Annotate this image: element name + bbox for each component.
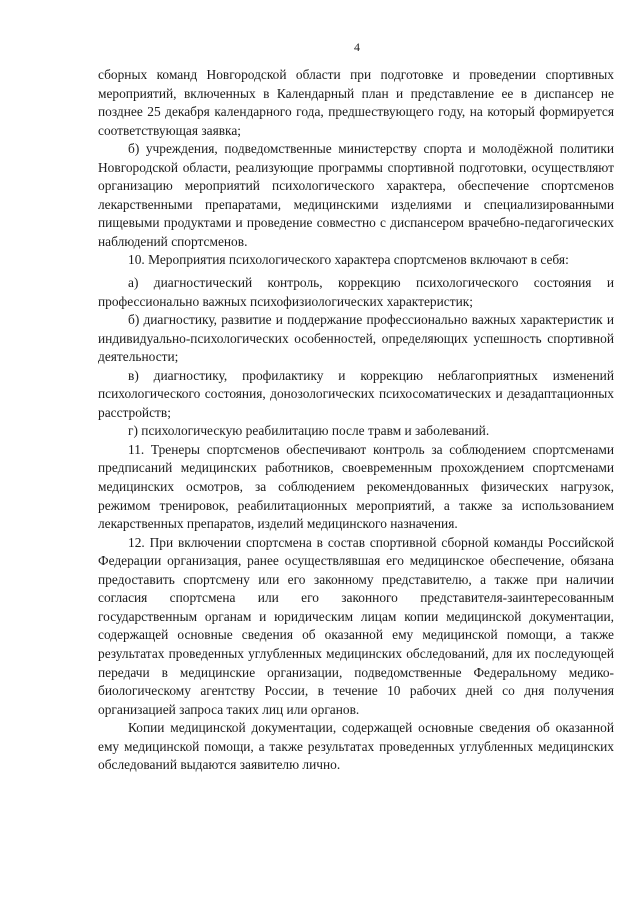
paragraph-11: 11. Тренеры спортсменов обеспечивают контроль за соблюдением спортсменами предписаний медицинских работников, своевременным прохождением спортсменами медицинских осмотров, за соблюдением рекомендованных физических нагрузок, режимом тренировок, реабилитационных мероприятий, а также за использованием лекарственных препаратов, изделий медицинского назначения. — [98, 441, 614, 532]
paragraph-12: 12. При включении спортсмена в состав спортивной сборной команды Российской Федерации организация, ранее осуществлявшая его медицинское обеспечение, обязана предоставить спортсмену или его законному представителю, а также при наличии согласия спортсмена или его законного представителя-заинтересованным государственным органам и юридическим лицам копии медицинской документации, содержащей основные сведения об оказанной ему медицинской помощи, а также результатах проведенных углубленных медицинских обследований, для их последующей передачи в медицинские организации, подведомственные Федеральному медико-биологическому агентству России, в течение 10 рабочих дней со дня получения организацией запроса таких лиц или органов. — [98, 534, 614, 717]
paragraph-10-item-c: в) диагностику, профилактику и коррекцию неблагоприятных изменений психологического состояния, донозологических психосоматических и дезадаптационных расстройств; — [98, 367, 614, 420]
paragraph-10-item-b: б) диагностику, развитие и поддержание профессионально важных характеристик и индивидуально-психологических особенностей, определяющих успешность спортивной деятельности; — [98, 312, 614, 365]
paragraph-10: 10. Мероприятия психологического характера спортсменов включают в себя: — [128, 252, 569, 268]
paragraph-item-b-institutions: б) учреждения, подведомственные министерству спорта и молодёжной политики Новгородской области, реализующие программы спортивной подготовки, осуществляют организацию мероприятий психологического характера, обеспечение спортсменов лекарственными препаратами, медицинскими изделиями и специализированными пищевыми продуктами и проведение совместно с диспансером врачебно-педагогических наблюдений спортсменов. — [98, 141, 614, 249]
paragraph-10-item-a: а) диагностический контроль, коррекцию психологического состояния и профессионально важных психофизиологических характеристик; — [98, 275, 614, 309]
paragraph-copies: Копии медицинской документации, содержащей основные сведения об оказанной ему медицинской помощи, а также результатах проведенных углубленных медицинских обследований выдаются заявителю лично. — [98, 720, 614, 773]
paragraph-10-item-d: г) психологическую реабилитацию после травм и заболеваний. — [128, 423, 490, 439]
paragraph-continuation: сборных команд Новгородской области при подготовке и проведении спортивных мероприятий, включенных в Календарный план и представление ее в диспансер не позднее 25 декабря календарного года, предшествующего году, на который формируется соответствующая заявка; — [98, 67, 614, 138]
page-number: 4 — [354, 40, 360, 54]
